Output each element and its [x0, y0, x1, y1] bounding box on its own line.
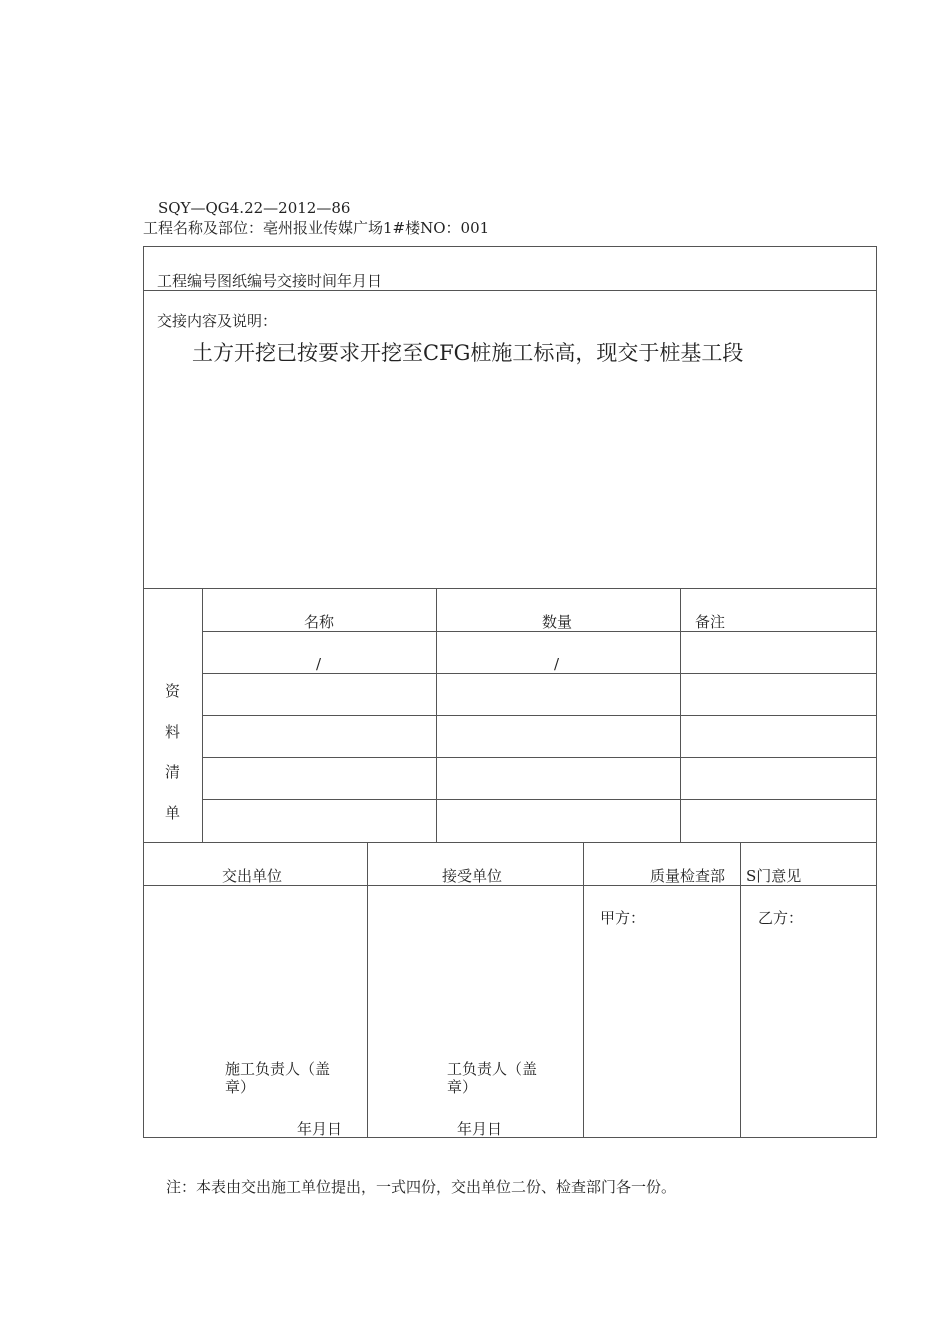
divider-line — [143, 588, 877, 589]
content-label: 交接内容及说明： — [157, 312, 278, 330]
divider-line — [143, 885, 877, 886]
content-text: 土方开挖已按要求开挖至CFG桩施工标高，现交于桩基工段 — [192, 341, 744, 365]
column-header-name: 名称 — [304, 613, 335, 631]
table-bottom-border — [143, 1137, 877, 1138]
date-handover: 年月日 — [297, 1120, 343, 1138]
divider-line — [202, 631, 877, 632]
receiving-person-label: 工负责人（盖章） — [447, 1060, 538, 1096]
divider-line — [202, 799, 877, 800]
side-label-char: 清 — [165, 763, 181, 781]
table-left-border — [143, 246, 144, 1137]
side-label-char: 料 — [165, 723, 181, 741]
project-name-line: 工程名称及部位：亳州报业传媒广场1#楼NO：001 — [143, 219, 490, 237]
divider-line — [143, 842, 877, 843]
divider-line — [740, 842, 741, 1137]
table-right-border — [876, 246, 877, 1137]
quality-dept-header: 质量检查部 — [650, 867, 726, 885]
opinion-header: S门意见 — [746, 867, 802, 885]
footnote: 注：本表由交出施工单位提出，一式四份，交出单位二份、检查部门各一份。 — [166, 1178, 677, 1196]
document-code: SQY—QG4.22—2012—86 — [158, 199, 351, 217]
date-receiving: 年月日 — [457, 1120, 503, 1138]
divider-line — [367, 842, 368, 1137]
party-a-label: 甲方： — [600, 909, 646, 927]
receiving-unit-header: 接受单位 — [442, 867, 503, 885]
info-header-row: 工程编号图纸编号交接时间年月日 — [157, 272, 383, 290]
divider-line — [202, 715, 877, 716]
divider-line — [143, 290, 877, 291]
handover-unit-header: 交出单位 — [222, 867, 283, 885]
table-cell: / — [316, 655, 322, 673]
side-label-char: 资 — [165, 682, 181, 700]
table-top-border — [143, 246, 877, 247]
handover-person-label: 施工负责人（盖章） — [225, 1060, 331, 1096]
column-header-quantity: 数量 — [542, 613, 573, 631]
side-label-char: 单 — [165, 804, 181, 822]
column-header-remarks: 备注 — [695, 613, 726, 631]
divider-line — [583, 842, 584, 1137]
divider-line — [202, 673, 877, 674]
party-b-label: 乙方： — [758, 909, 804, 927]
table-cell: / — [554, 655, 560, 673]
divider-line — [202, 757, 877, 758]
